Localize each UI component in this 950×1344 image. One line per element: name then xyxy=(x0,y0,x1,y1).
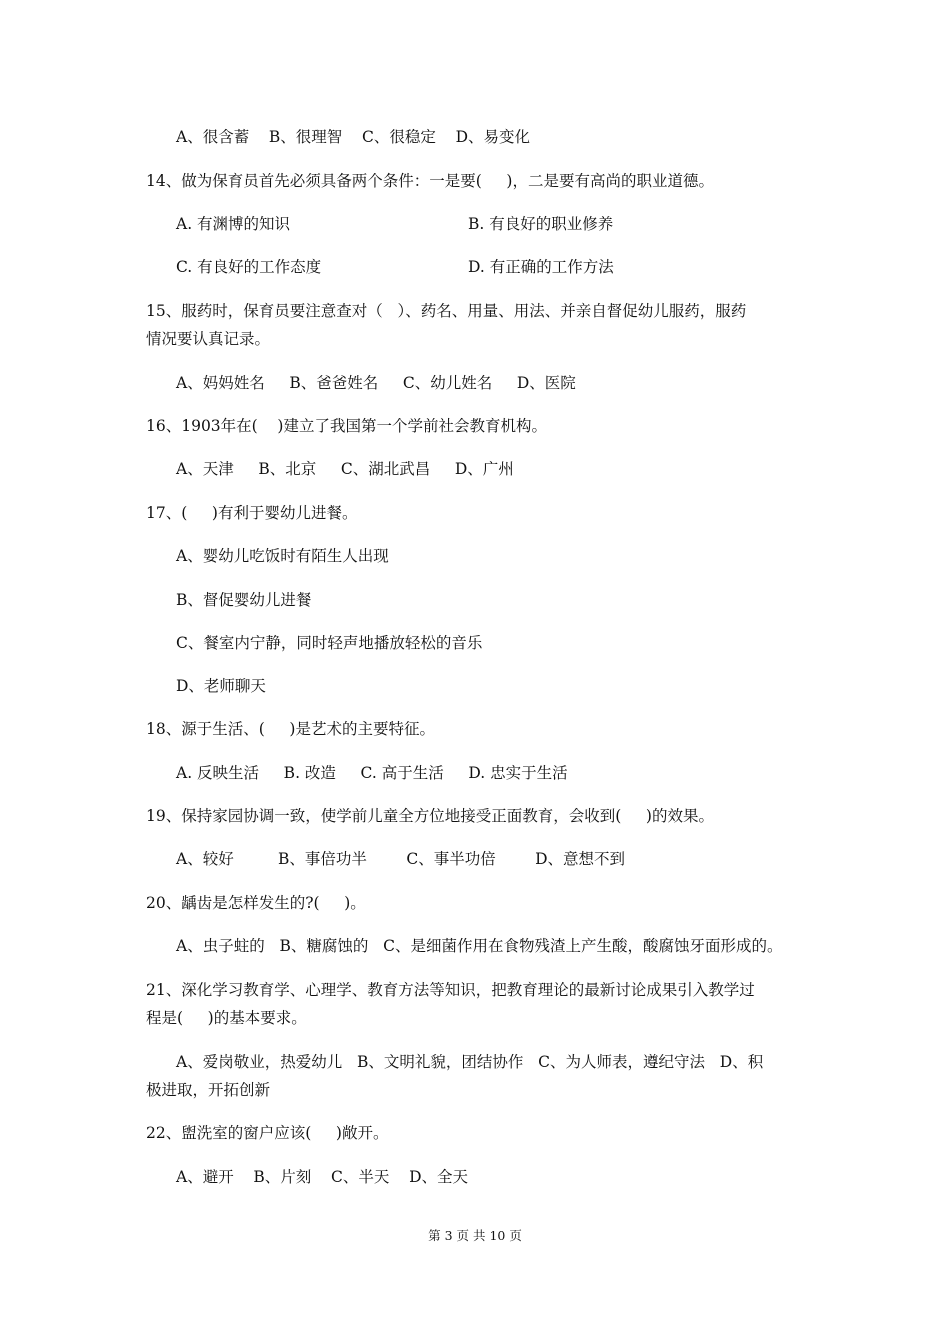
q20-options: A、虫子蛀的 B、糖腐蚀的 C、是细菌作用在食物残渣上产生酸，酸腐蚀牙面形成的。 xyxy=(176,937,783,955)
q15-question: 15、服药时，保育员要注意查对（ ）、药名、用量、用法、并亲自督促幼儿服药，服药 xyxy=(146,302,747,320)
q22-question: 22、盥洗室的窗户应该( )敞开。 xyxy=(146,1124,389,1142)
q14-option-c: C. 有良好的工作态度 xyxy=(176,258,322,276)
q22-options: A、避开 B、片刻 C、半天 D、全天 xyxy=(176,1168,468,1186)
q17-option-d: D、老师聊天 xyxy=(176,677,266,695)
q16-question: 16、1903年在( )建立了我国第一个学前社会教育机构。 xyxy=(146,417,547,435)
q16-options: A、天津 B、北京 C、湖北武昌 D、广州 xyxy=(176,460,514,478)
q18-question: 18、源于生活、( )是艺术的主要特征。 xyxy=(146,720,435,738)
q21-options: A、爱岗敬业，热爱幼儿 B、文明礼貌，团结协作 C、为人师表，遵纪守法 D、积 xyxy=(176,1053,764,1071)
q18-options: A. 反映生活 B. 改造 C. 高于生活 D. 忠实于生活 xyxy=(176,764,568,782)
q15-question-cont: 情况要认真记录。 xyxy=(146,330,271,348)
q14-question: 14、做为保育员首先必须具备两个条件：一是要( )，二是要有高尚的职业道德。 xyxy=(146,172,714,190)
q14-option-b: B. 有良好的职业修养 xyxy=(468,215,614,233)
q17-question: 17、( )有利于婴幼儿进餐。 xyxy=(146,504,358,522)
q14-option-d: D. 有正确的工作方法 xyxy=(468,258,614,276)
q21-question: 21、深化学习教育学、心理学、教育方法等知识，把教育理论的最新讨论成果引入教学过 xyxy=(146,981,755,999)
q15-options: A、妈妈姓名 B、爸爸姓名 C、幼儿姓名 D、医院 xyxy=(176,374,576,392)
q19-options: A、较好 B、事倍功半 C、事半功倍 D、意想不到 xyxy=(176,850,626,868)
q19-question: 19、保持家园协调一致，使学前儿童全方位地接受正面教育，会收到( )的效果。 xyxy=(146,807,714,825)
q17-option-c: C、餐室内宁静，同时轻声地播放轻松的音乐 xyxy=(176,634,483,652)
q13-options: A、很含蓄 B、很理智 C、很稳定 D、易变化 xyxy=(176,128,530,146)
q17-option-a: A、婴幼儿吃饭时有陌生人出现 xyxy=(176,547,389,565)
q21-options-cont: 极进取，开拓创新 xyxy=(146,1081,271,1099)
page-footer: 第 3 页 共 10 页 xyxy=(428,1228,522,1243)
q20-question: 20、龋齿是怎样发生的?( )。 xyxy=(146,894,366,912)
q21-question-cont: 程是( )的基本要求。 xyxy=(146,1009,307,1027)
q17-option-b: B、督促婴幼儿进餐 xyxy=(176,591,312,609)
q14-option-a: A. 有渊博的知识 xyxy=(176,215,291,233)
